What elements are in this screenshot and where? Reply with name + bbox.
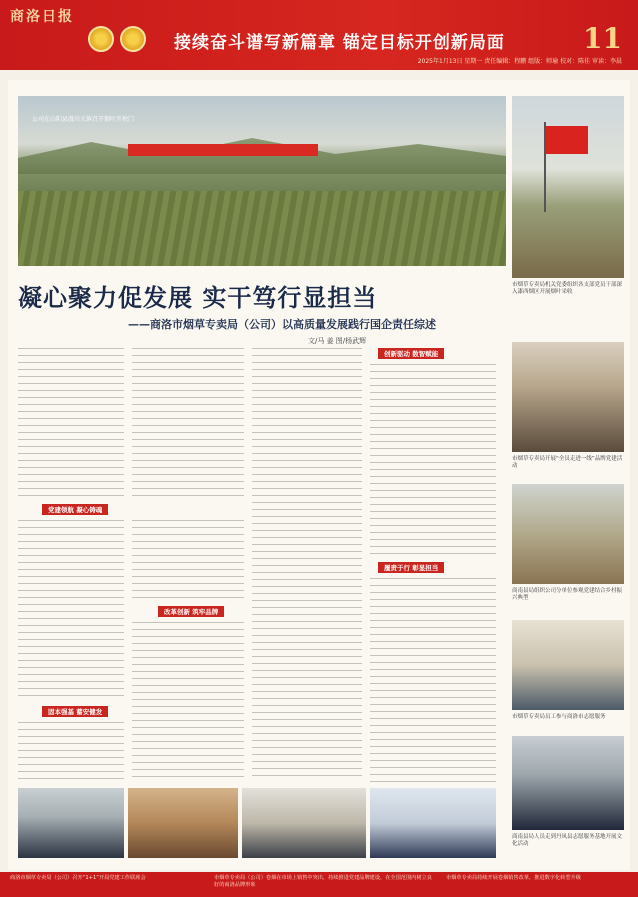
visit-photo — [512, 484, 624, 584]
banner-headline: 接续奋斗谱写新篇章 锚定目标开创新局面 — [174, 33, 505, 53]
text-column — [132, 622, 244, 782]
byline: 文/马 姜 图/杨武辉 — [308, 337, 367, 345]
service-booth-photo — [370, 788, 496, 858]
footer-caption: 市烟草专卖局（公司）卷烟在市场上销售中突出，持续推进党建品牌建设，在全国范围内树立良好的商洛品牌形象 — [214, 875, 432, 889]
text-column — [132, 520, 244, 600]
article-subtitle: ——商洛市烟草专卖局（公司）以高质量发展践行国企责任综述 — [128, 318, 436, 331]
photo-caption: 商南县局人员走到丹凤县志愿服务基地开展文化活动 — [512, 834, 623, 848]
meeting-photo — [512, 342, 624, 452]
red-flag-icon — [546, 126, 588, 154]
section-heading: 改革创新 筑牢品牌 — [158, 606, 224, 617]
text-column — [370, 364, 496, 554]
footer-caption: 市烟草专卖局持续开展卷烟销售改革，推进数字化转型升级 — [446, 875, 581, 881]
text-column — [252, 348, 362, 782]
rally-photo — [512, 736, 624, 830]
photo-caption: 市烟草专卖局机关党委组织各支部党员干部深入漆西烟区开展烟叶采收 — [512, 282, 623, 296]
hero-photo-caption: 公司在山阳县漫川关镇召开烟叶开秧门 — [32, 116, 135, 123]
footer-caption-bar — [0, 872, 638, 897]
section-heading: 履责于行 彰显担当 — [378, 562, 444, 573]
text-column — [132, 348, 244, 498]
national-emblem-icon — [88, 26, 114, 52]
red-banner — [128, 144, 318, 156]
section-heading: 固本强基 蓄安健发 — [42, 706, 108, 717]
photo-caption: 市烟草专卖局开展“全员走进一线”品牌党建活动 — [512, 456, 623, 470]
section-heading: 创新驱动 数智赋能 — [378, 348, 444, 359]
page-number: 11 — [583, 22, 622, 55]
footer-caption: 商洛市烟草专卖局（公司）召开“1+1”开局党建工作联席会 — [10, 875, 146, 881]
hero-photo — [18, 96, 506, 266]
paper-name: 商洛日报 — [10, 9, 74, 25]
team-photo — [18, 788, 124, 858]
photo-caption: 商南县局组织公司分单位参观党建结合乡村振兴典型 — [512, 588, 623, 602]
section-heading: 党建领航 凝心铸魂 — [42, 504, 108, 515]
text-column — [18, 348, 124, 498]
text-column — [370, 578, 496, 782]
article-title: 凝心聚力促发展 实干笃行显担当 — [18, 284, 378, 312]
party-emblem-icon — [120, 26, 146, 52]
shop-photo — [128, 788, 238, 858]
text-column — [18, 722, 124, 782]
store-visit-photo — [242, 788, 366, 858]
photo-caption: 市烟草专卖局员工参与商洛市志愿服务 — [512, 714, 606, 720]
date-line: 2025年1月13日 星期一 责任编辑：程鹏 组版：师瑜 校对：陈佳 审读：李晨 — [417, 58, 622, 65]
volunteer-photo — [512, 620, 624, 710]
masthead — [0, 0, 638, 70]
article-page — [8, 80, 630, 870]
text-column — [18, 520, 124, 700]
flag-photo — [512, 96, 624, 278]
